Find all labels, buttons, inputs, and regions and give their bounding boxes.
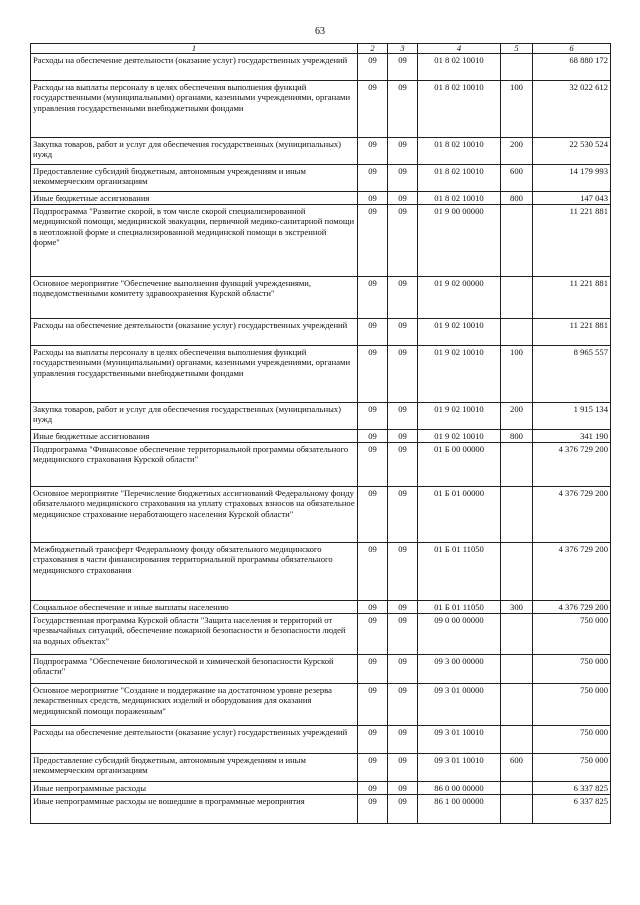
row-target-article-cell: 01 8 02 10010 <box>418 54 501 81</box>
table-row <box>31 782 611 795</box>
row-subsection-cell: 09 <box>388 726 418 754</box>
row-target-article-cell: 09 3 00 00000 <box>418 655 501 684</box>
row-section-cell: 09 <box>358 487 388 543</box>
row-name-cell: Расходы на выплаты персоналу в целях обеспечения выполнения функций государственными (муниципальными) органами, казенными учреждениями, органами управления государственными внебюджетными фондами <box>31 346 358 403</box>
row-name-cell: Иные непрограммные расходы <box>31 782 358 795</box>
row-name-cell: Расходы на обеспечение деятельности (оказание услуг) государственных учреждений <box>31 319 358 346</box>
table-row <box>31 430 611 443</box>
row-name-cell: Расходы на выплаты персоналу в целях обеспечения выполнения функций государственными (муниципальными) органами, казенными учреждениями, органами управления государственными внебюджетными фондами <box>31 81 358 138</box>
row-subsection-cell: 09 <box>388 54 418 81</box>
table-row <box>31 726 611 754</box>
row-subsection-cell: 09 <box>388 443 418 487</box>
row-amount-cell: 4 376 729 200 <box>533 443 611 487</box>
row-name-cell: Социальное обеспечение и иные выплаты населению <box>31 601 358 614</box>
row-name-cell: Закупка товаров, работ и услуг для обеспечения государственных (муниципальных) нужд <box>31 138 358 165</box>
row-name-cell: Основное мероприятие "Обеспечение выполнения функций учреждениями, подведомственными комитету здравоохранения Курской области" <box>31 277 358 319</box>
row-target-article-cell: 01 9 02 10010 <box>418 403 501 430</box>
row-section-cell: 09 <box>358 192 388 205</box>
row-section-cell: 09 <box>358 138 388 165</box>
row-expense-type-cell <box>501 655 533 684</box>
row-name-cell: Подпрограмма "Финансовое обеспечение территориальной программы обязательного медицинского страхования Курской области" <box>31 443 358 487</box>
row-target-article-cell: 86 1 00 00000 <box>418 795 501 824</box>
row-expense-type-cell: 100 <box>501 81 533 138</box>
row-amount-cell: 8 965 557 <box>533 346 611 403</box>
table-row <box>31 138 611 165</box>
row-expense-type-cell <box>501 205 533 277</box>
table-row <box>31 487 611 543</box>
row-amount-cell: 11 221 881 <box>533 277 611 319</box>
row-subsection-cell: 09 <box>388 655 418 684</box>
row-name-cell: Подпрограмма "Обеспечение биологической и химической безопасности Курской области" <box>31 655 358 684</box>
row-name-cell: Иные бюджетные ассигнования <box>31 430 358 443</box>
row-subsection-cell: 09 <box>388 346 418 403</box>
row-subsection-cell: 09 <box>388 430 418 443</box>
column-number: 5 <box>501 44 533 54</box>
row-expense-type-cell: 200 <box>501 403 533 430</box>
row-section-cell: 09 <box>358 754 388 782</box>
row-amount-cell: 750 000 <box>533 684 611 726</box>
row-expense-type-cell <box>501 487 533 543</box>
row-target-article-cell: 01 Б 01 11050 <box>418 601 501 614</box>
row-target-article-cell: 09 0 00 00000 <box>418 614 501 655</box>
row-expense-type-cell <box>501 277 533 319</box>
row-expense-type-cell: 600 <box>501 165 533 192</box>
table-row <box>31 165 611 192</box>
budget-table <box>30 43 611 824</box>
row-expense-type-cell: 100 <box>501 346 533 403</box>
page-number: 63 <box>315 26 325 37</box>
row-target-article-cell: 01 9 02 10010 <box>418 430 501 443</box>
table-row <box>31 795 611 824</box>
row-name-cell: Расходы на обеспечение деятельности (оказание услуг) государственных учреждений <box>31 54 358 81</box>
row-target-article-cell: 01 9 02 00000 <box>418 277 501 319</box>
table-row <box>31 614 611 655</box>
row-expense-type-cell <box>501 726 533 754</box>
row-amount-cell: 4 376 729 200 <box>533 601 611 614</box>
row-subsection-cell: 09 <box>388 782 418 795</box>
column-number: 6 <box>533 44 611 54</box>
table-row <box>31 754 611 782</box>
row-target-article-cell: 01 9 02 10010 <box>418 346 501 403</box>
row-amount-cell: 750 000 <box>533 726 611 754</box>
row-name-cell: Предоставление субсидий бюджетным, автономным учреждениям и иным некоммерческим организациям <box>31 754 358 782</box>
row-amount-cell: 11 221 881 <box>533 319 611 346</box>
table-row <box>31 346 611 403</box>
row-section-cell: 09 <box>358 165 388 192</box>
table-row <box>31 54 611 81</box>
row-amount-cell: 6 337 825 <box>533 795 611 824</box>
row-expense-type-cell <box>501 795 533 824</box>
row-section-cell: 09 <box>358 54 388 81</box>
row-section-cell: 09 <box>358 655 388 684</box>
row-amount-cell: 22 530 524 <box>533 138 611 165</box>
row-subsection-cell: 09 <box>388 795 418 824</box>
column-number: 3 <box>388 44 418 54</box>
row-name-cell: Основное мероприятие "Перечисление бюджетных ассигнований Федеральному фонду обязательного медицинского страхования на уплату страховых взносов на обязательное медицинское страхование неработающего населения Курской области" <box>31 487 358 543</box>
row-target-article-cell: 01 9 00 00000 <box>418 205 501 277</box>
row-amount-cell: 68 880 172 <box>533 54 611 81</box>
row-amount-cell: 4 376 729 200 <box>533 487 611 543</box>
row-name-cell: Предоставление субсидий бюджетным, автономным учреждениям и иным некоммерческим организациям <box>31 165 358 192</box>
row-subsection-cell: 09 <box>388 138 418 165</box>
row-expense-type-cell: 800 <box>501 430 533 443</box>
row-expense-type-cell <box>501 319 533 346</box>
row-subsection-cell: 09 <box>388 205 418 277</box>
row-subsection-cell: 09 <box>388 403 418 430</box>
row-amount-cell: 11 221 881 <box>533 205 611 277</box>
row-expense-type-cell <box>501 543 533 601</box>
table-row <box>31 192 611 205</box>
table-row <box>31 684 611 726</box>
row-name-cell: Расходы на обеспечение деятельности (оказание услуг) государственных учреждений <box>31 726 358 754</box>
row-amount-cell: 750 000 <box>533 655 611 684</box>
row-subsection-cell: 09 <box>388 192 418 205</box>
row-target-article-cell: 01 9 02 10010 <box>418 319 501 346</box>
table-row <box>31 543 611 601</box>
column-number-row <box>31 44 611 54</box>
row-name-cell: Государственная программа Курской области "Защита населения и территорий от чрезвычайных ситуаций, обеспечение пожарной безопасности и безопасности людей на водных объектах" <box>31 614 358 655</box>
table-row <box>31 319 611 346</box>
row-target-article-cell: 09 3 01 00000 <box>418 684 501 726</box>
row-target-article-cell: 01 Б 01 00000 <box>418 487 501 543</box>
row-amount-cell: 4 376 729 200 <box>533 543 611 601</box>
row-subsection-cell: 09 <box>388 487 418 543</box>
row-name-cell: Иные бюджетные ассигнования <box>31 192 358 205</box>
table-row <box>31 81 611 138</box>
row-expense-type-cell <box>501 614 533 655</box>
row-subsection-cell: 09 <box>388 81 418 138</box>
row-name-cell: Иные непрограммные расходы не вошедшие в программные мероприятия <box>31 795 358 824</box>
row-section-cell: 09 <box>358 81 388 138</box>
row-expense-type-cell: 600 <box>501 754 533 782</box>
row-target-article-cell: 01 Б 00 00000 <box>418 443 501 487</box>
row-name-cell: Основное мероприятие "Создание и поддержание на достаточном уровне резерва лекарственных средств, медицинских изделий и оборудования для оказания медицинской помощи пораженным" <box>31 684 358 726</box>
row-subsection-cell: 09 <box>388 165 418 192</box>
row-section-cell: 09 <box>358 205 388 277</box>
row-amount-cell: 32 022 612 <box>533 81 611 138</box>
row-subsection-cell: 09 <box>388 754 418 782</box>
row-section-cell: 09 <box>358 601 388 614</box>
row-section-cell: 09 <box>358 614 388 655</box>
row-target-article-cell: 09 3 01 10010 <box>418 754 501 782</box>
column-number: 1 <box>31 44 358 54</box>
row-subsection-cell: 09 <box>388 684 418 726</box>
row-amount-cell: 750 000 <box>533 754 611 782</box>
table-row <box>31 277 611 319</box>
row-amount-cell: 6 337 825 <box>533 782 611 795</box>
column-number: 2 <box>358 44 388 54</box>
row-expense-type-cell <box>501 54 533 81</box>
row-subsection-cell: 09 <box>388 601 418 614</box>
row-section-cell: 09 <box>358 782 388 795</box>
row-target-article-cell: 01 8 02 10010 <box>418 81 501 138</box>
row-section-cell: 09 <box>358 543 388 601</box>
row-name-cell: Подпрограмма "Развитие скорой, в том числе скорой специализированной медицинской помощи, медицинской эвакуации, первичной медико-санитарной помощи в неотложной форме и специализированной медицинской помощи в экстренной форме" <box>31 205 358 277</box>
row-expense-type-cell <box>501 782 533 795</box>
row-section-cell: 09 <box>358 443 388 487</box>
row-section-cell: 09 <box>358 430 388 443</box>
row-expense-type-cell: 200 <box>501 138 533 165</box>
row-section-cell: 09 <box>358 726 388 754</box>
row-target-article-cell: 01 8 02 10010 <box>418 165 501 192</box>
row-target-article-cell: 09 3 01 10010 <box>418 726 501 754</box>
table-row <box>31 443 611 487</box>
row-amount-cell: 341 190 <box>533 430 611 443</box>
row-section-cell: 09 <box>358 319 388 346</box>
row-amount-cell: 750 000 <box>533 614 611 655</box>
row-section-cell: 09 <box>358 795 388 824</box>
row-amount-cell: 147 043 <box>533 192 611 205</box>
row-section-cell: 09 <box>358 277 388 319</box>
column-number: 4 <box>418 44 501 54</box>
row-subsection-cell: 09 <box>388 614 418 655</box>
table-row <box>31 601 611 614</box>
row-expense-type-cell: 300 <box>501 601 533 614</box>
row-target-article-cell: 01 8 02 10010 <box>418 138 501 165</box>
table-row <box>31 655 611 684</box>
row-name-cell: Межбюджетный трансферт Федеральному фонду обязательного медицинского страхования в части финансирования территориальной программы обязательного медицинского страхования <box>31 543 358 601</box>
row-target-article-cell: 01 Б 01 11050 <box>418 543 501 601</box>
row-amount-cell: 14 179 993 <box>533 165 611 192</box>
row-amount-cell: 1 915 134 <box>533 403 611 430</box>
row-subsection-cell: 09 <box>388 277 418 319</box>
row-section-cell: 09 <box>358 684 388 726</box>
row-section-cell: 09 <box>358 346 388 403</box>
row-subsection-cell: 09 <box>388 543 418 601</box>
table-row <box>31 205 611 277</box>
row-subsection-cell: 09 <box>388 319 418 346</box>
row-expense-type-cell: 800 <box>501 192 533 205</box>
row-name-cell: Закупка товаров, работ и услуг для обеспечения государственных (муниципальных) нужд <box>31 403 358 430</box>
row-target-article-cell: 86 0 00 00000 <box>418 782 501 795</box>
row-expense-type-cell <box>501 443 533 487</box>
row-target-article-cell: 01 8 02 10010 <box>418 192 501 205</box>
row-section-cell: 09 <box>358 403 388 430</box>
row-expense-type-cell <box>501 684 533 726</box>
table-row <box>31 403 611 430</box>
